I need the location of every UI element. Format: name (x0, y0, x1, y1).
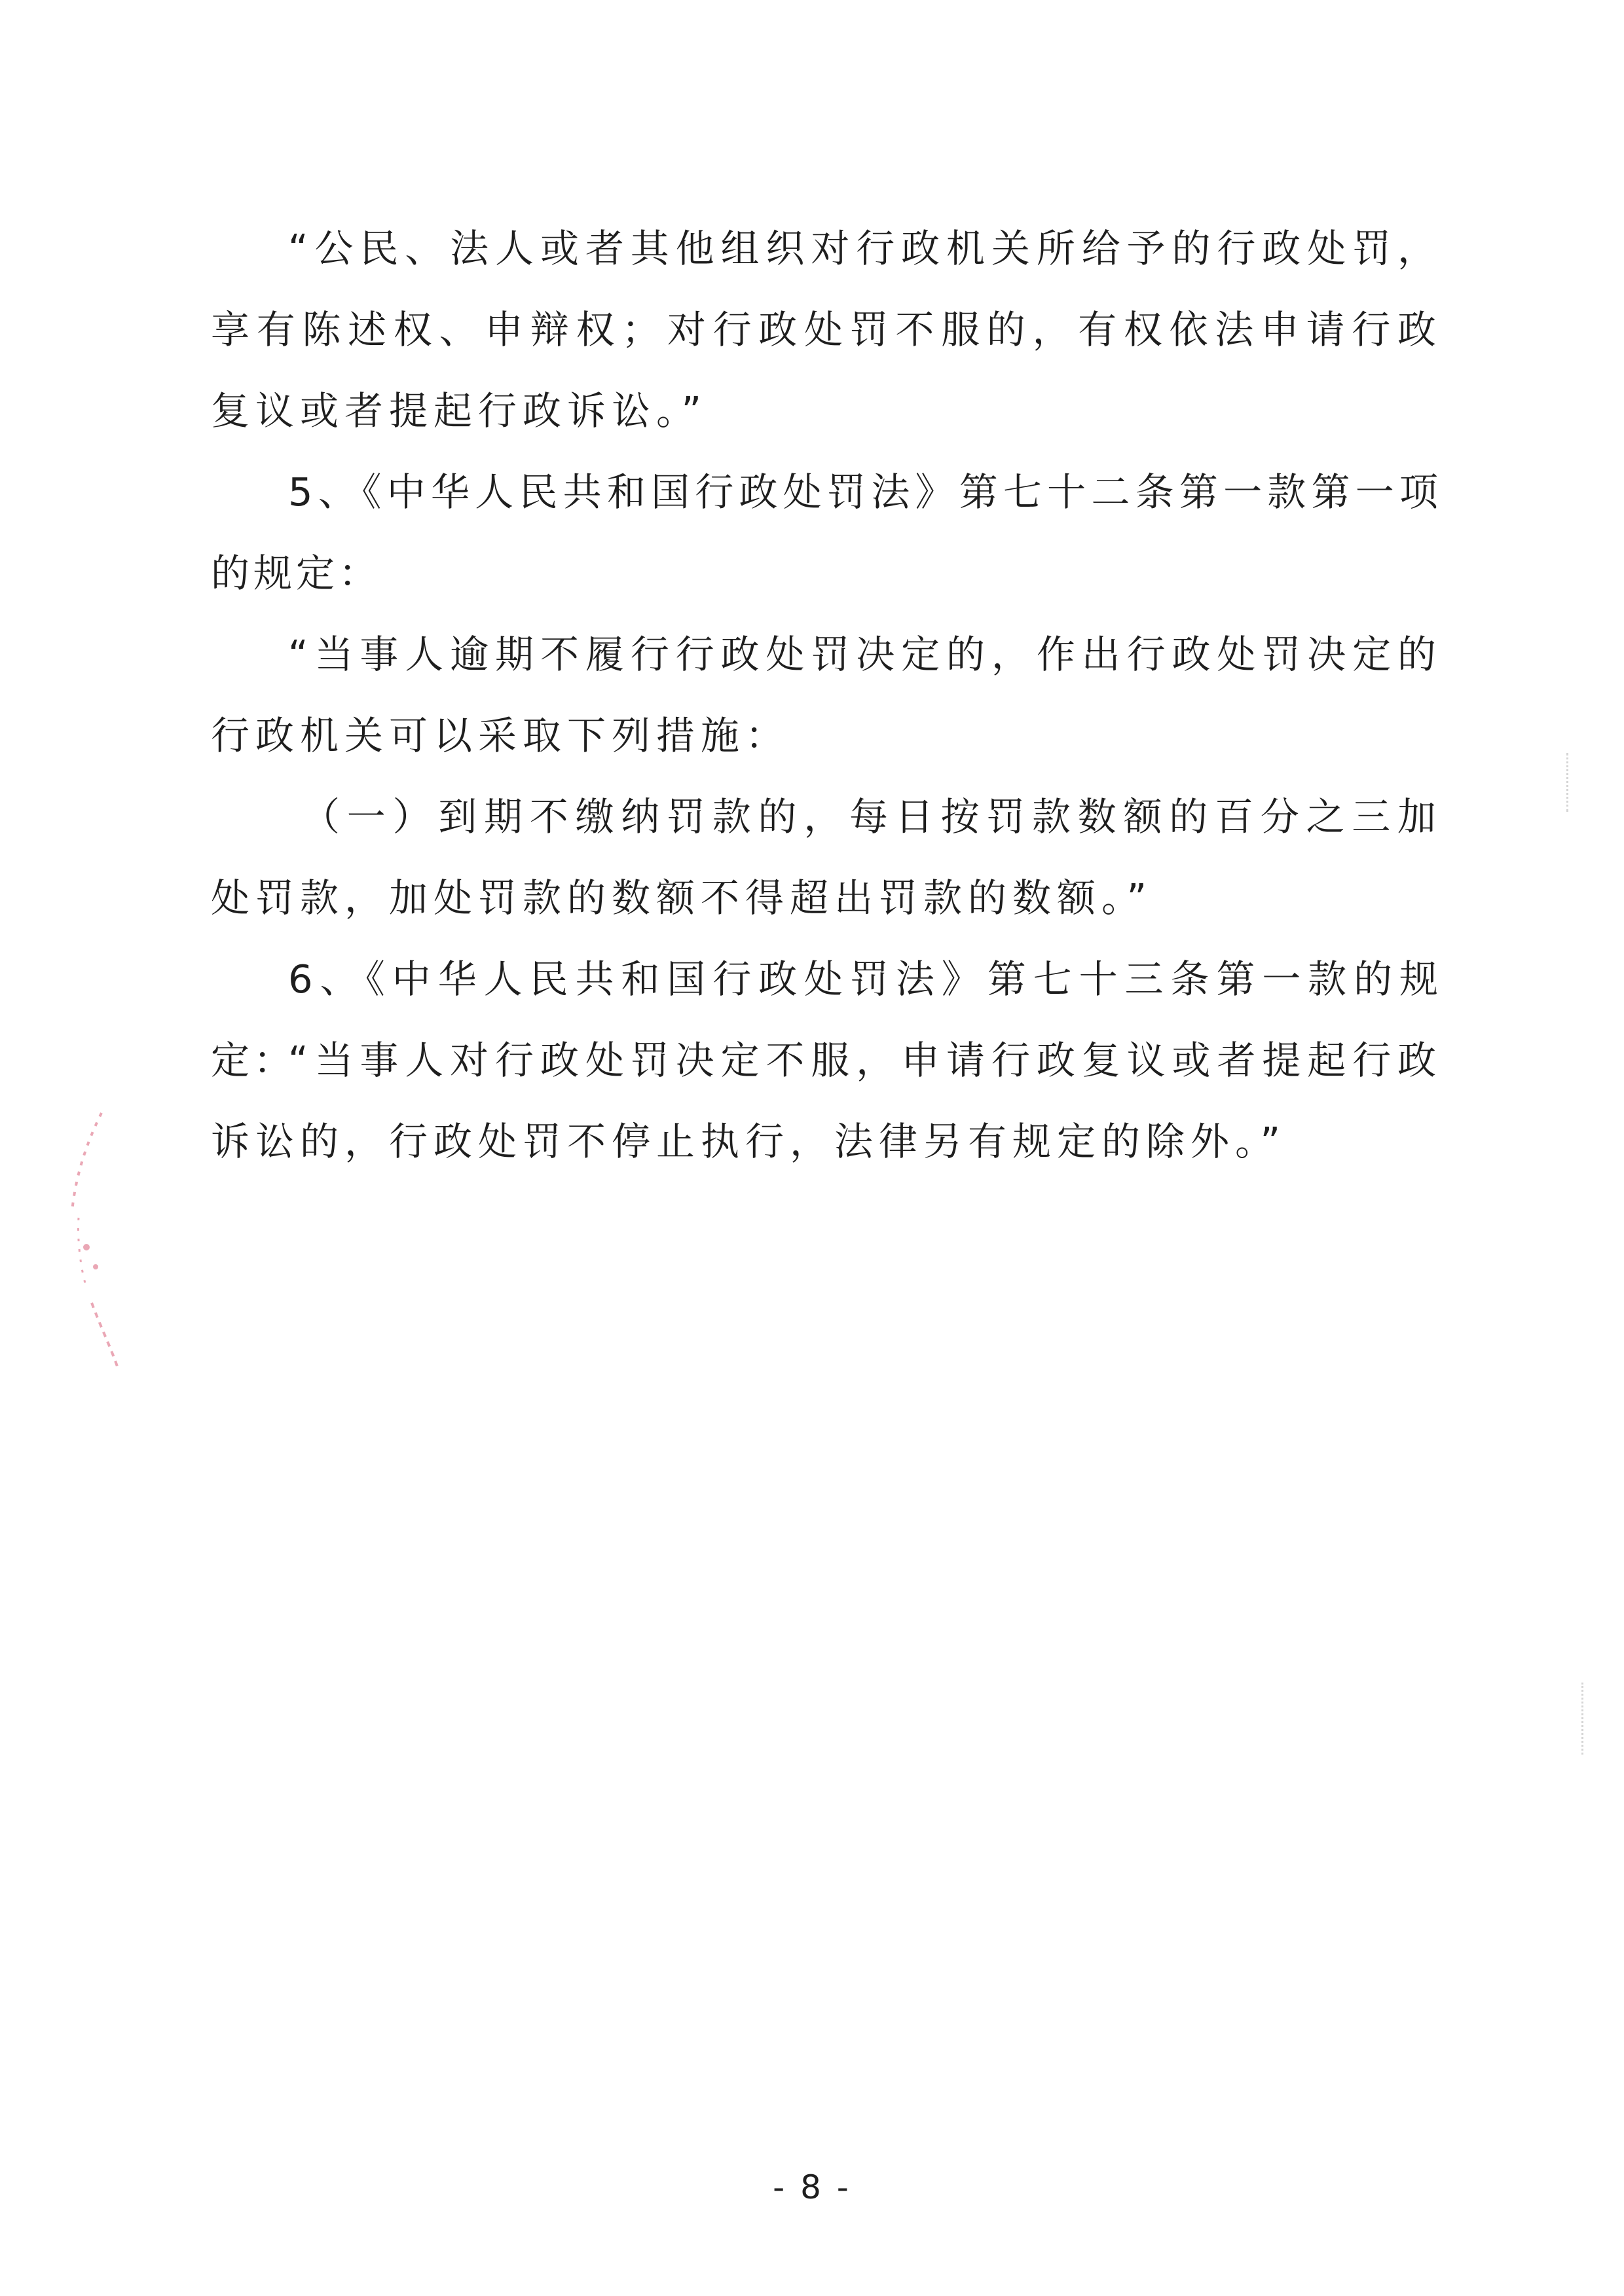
scan-edge-mark (1581, 1683, 1593, 1755)
quote-paragraph-overdue-measures: “当事人逾期不履行行政处罚决定的，作出行政处罚决定的行政机关可以采取下列措施： (211, 632, 1442, 758)
seal-edge-fragment (39, 1106, 131, 1381)
quote-paragraph-statement-rights: “公民、法人或者其他组织对行政机关所给予的行政处罚，享有陈述权、申辩权；对行政处罚不服的，有权依法申请行政复议或者提起行政诉讼。” (211, 226, 1442, 433)
article-72-heading: 5、《中华人民共和国行政处罚法》第七十二条第一款第一项的规定： (211, 469, 1442, 596)
article-73-heading: 6、《中华人民共和国行政处罚法》第七十三条第一款的规定： (211, 957, 1442, 1083)
quote-item-one-late-fine: （一）到期不缴纳罚款的，每日按罚款数额的百分之三加处罚款，加处罚款的数额不得超出罚款的数额。” (211, 794, 1442, 920)
page-number: - 8 - (773, 2168, 851, 2206)
quote-paragraph-no-suspension: “当事人对行政处罚决定不服，申请行政复议或者提起行政诉讼的，行政处罚不停止执行，法律另有规定的除外。” (211, 1038, 1442, 1164)
scan-edge-mark (1566, 753, 1578, 812)
